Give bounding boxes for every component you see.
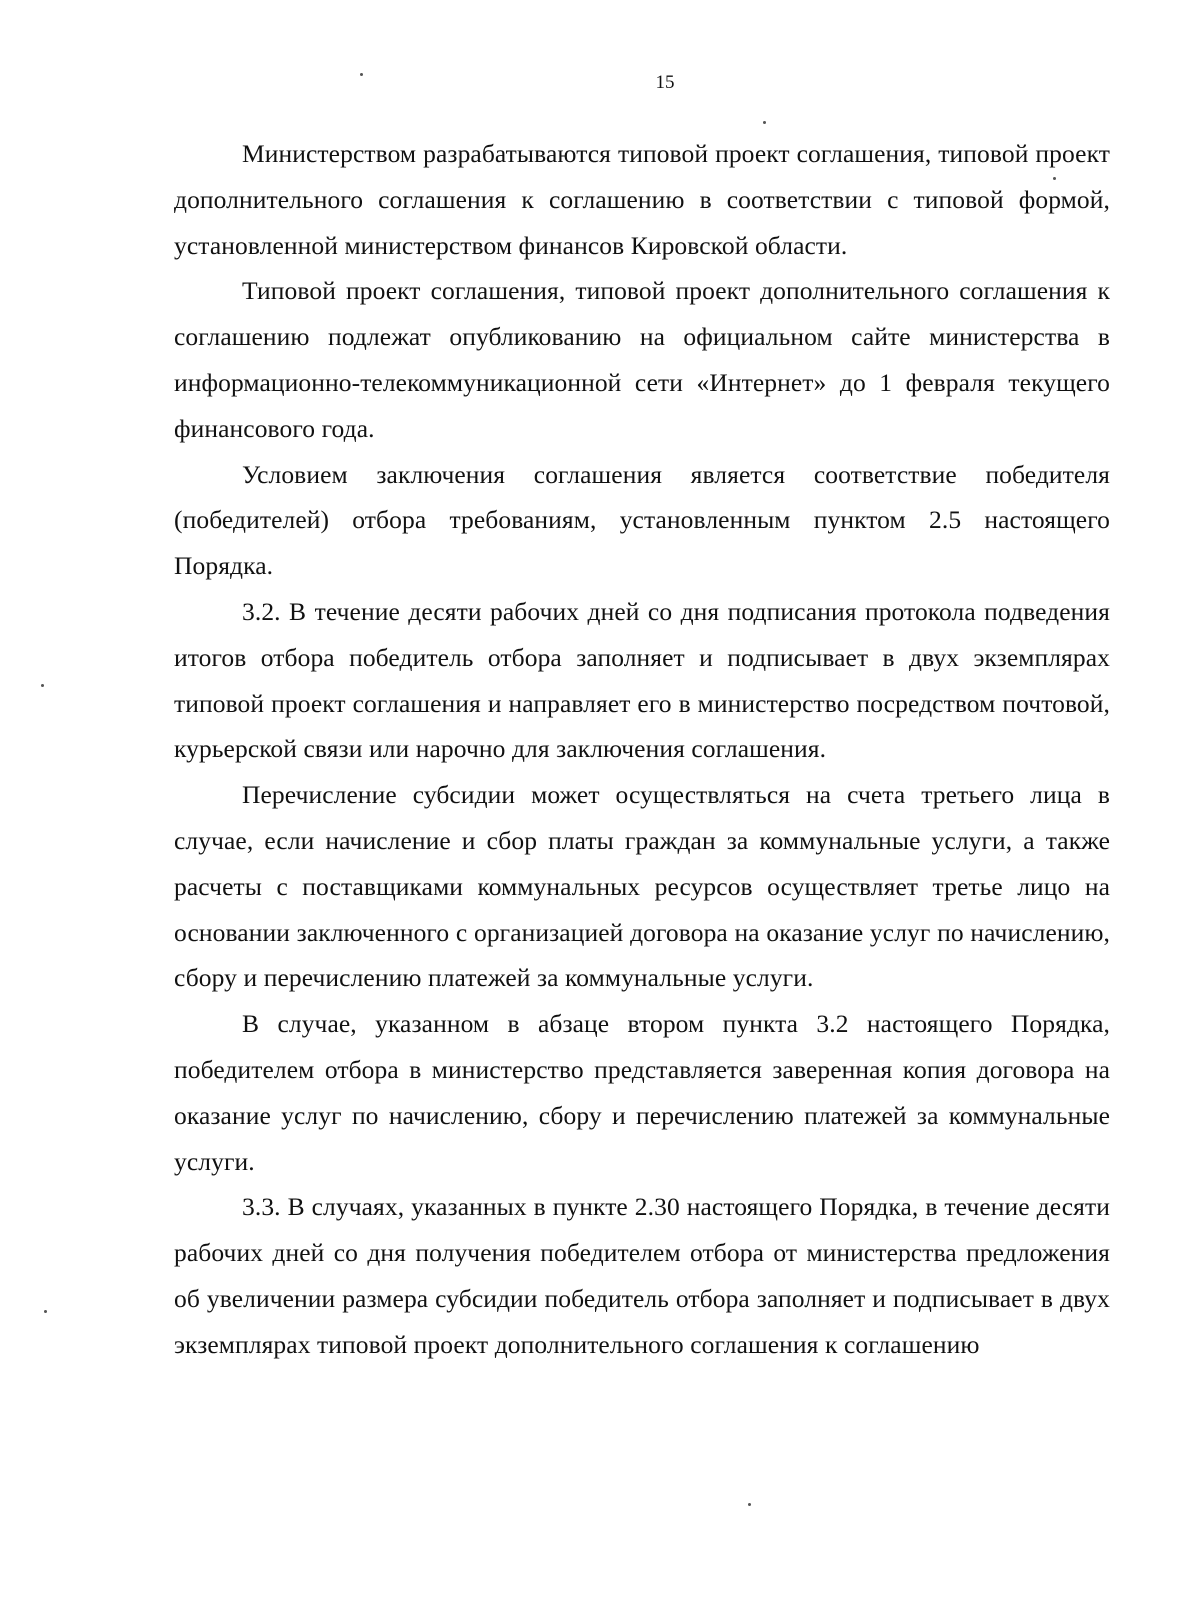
scan-speck: [748, 1503, 751, 1506]
scan-speck: [1053, 177, 1056, 180]
paragraph-contract-copy: В случае, указанном в абзаце втором пункта 3.2 настоящего Порядка, победителем отбора в министерство представляется заверенная копия договора на оказание услуг по начислению, сбору и перечислению платежей за коммунальные услуги.: [174, 1009, 1110, 1176]
paragraph-conclusion-condition: Условием заключения соглашения является соответствие победителя (победителей) отбора требованиям, установленным пунктом 2.5 настоящего Порядка.: [174, 459, 1110, 581]
page-number: 15: [655, 72, 675, 93]
paragraph-model-agreement: Министерством разрабатываются типовой проект соглашения, типовой проект дополнительного соглашения к соглашению в соответствии с типовой формой, установленной министерством финансов Кировской области.: [174, 139, 1110, 260]
scan-speck: [763, 121, 766, 124]
scan-speck: [360, 73, 363, 76]
paragraph-3-3: 3.3. В случаях, указанных в пункте 2.30 настоящего Порядка, в течение десяти рабочих дней со дня получения победителем отбора от министерства предложения об увеличении размера субсидии победитель отбора заполняет и подписывает в двух экземплярах типовой проект дополнительного соглашения к соглашению: [174, 1192, 1110, 1359]
scan-speck: [41, 684, 44, 687]
document-body: [174, 131, 1110, 1368]
paragraph-third-party-transfer: Перечисление субсидии может осуществляться на счета третьего лица в случае, если начисление и сбор платы граждан за коммунальные услуги, а также расчеты с поставщиками коммунальных ресурсов осуществляет третье лицо на основании заключенного с организацией договора на оказание услуг по начислению, сбору и перечислению платежей за коммунальные услуги.: [174, 780, 1110, 993]
paragraph-publication: Типовой проект соглашения, типовой проект дополнительного соглашения к соглашению подлежат опубликованию на официальном сайте министерства в информационно-телекоммуникационной сети «Интернет» до 1 февраля текущего финансового года.: [174, 276, 1110, 443]
scan-speck: [44, 1310, 47, 1313]
paragraph-3-2: 3.2. В течение десяти рабочих дней со дня подписания протокола подведения итогов отбора победитель отбора заполняет и подписывает в двух экземплярах типовой проект соглашения и направляет его в министерство посредством почтовой, курьерской связи или нарочно для заключения соглашения.: [174, 596, 1110, 764]
